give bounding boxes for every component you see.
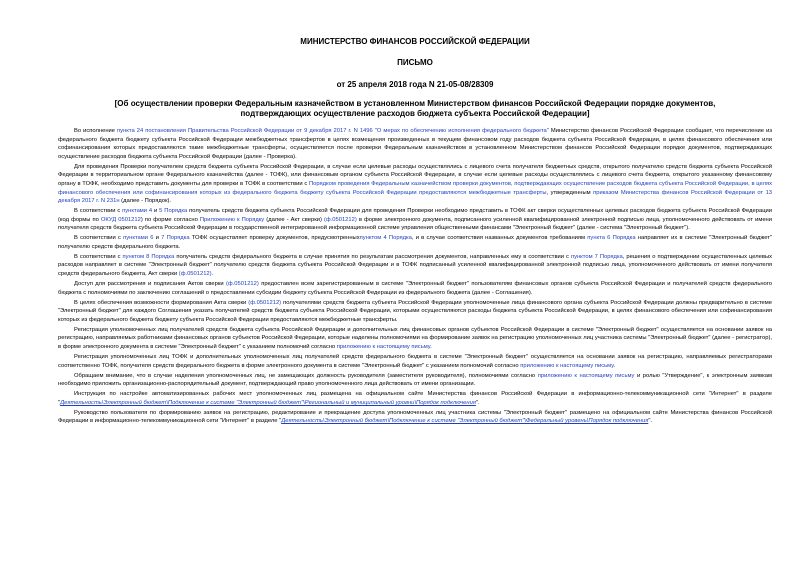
paragraph-text: Руководство пользователя по формированию заявок на регистрацию, редактирование и прекращение доступа уполномоченных лиц участника системы "Электронный бюджет" размещено на официальном сайте Министерства финансов Российской Федерации в информационно-телекоммуникационной сети "Интернет" в разделе " — [58, 409, 772, 425]
document-link[interactable]: пункта 6 Порядка — [587, 235, 636, 242]
paragraph-text: ". — [475, 399, 480, 406]
body-paragraph — [58, 390, 772, 407]
body-paragraph — [58, 409, 772, 426]
paragraph-text: Обращаем внимание, что в случае наделения уполномоченных лиц, не замещающих должность руководителя (заместителя руководителя), полномочиями согласно — [74, 372, 538, 379]
letter-body — [58, 127, 772, 426]
paragraph-text: Для проведения Проверки получателем средств бюджета субъекта Российской Федерации, в случае если целевые расходы осуществлялись с лицевого счета получателя бюджетных средств, открытого получателю средств бюджета субъекта Российской Федерации в территориальном органе Федерального казначейства (далее - ТОФК), или финансовым органом субъекта Российской Федерации, в случае если целевые расходы осуществлялись с лицевого счета бюджета, открытого указанному финансовому органу в ТОФК, необходимо представить документы для проверки в ТОФК в соответствии с — [58, 163, 772, 187]
paragraph-text: В соответствии с — [74, 235, 124, 242]
paragraph-text: Регистрация уполномоченных лиц ТОФК и дополнительных уполномоченных лиц получателей средств федерального бюджета в системе "Электронный бюджет" осуществляется на основании заявок на регистрацию, направляемых регистраторами соответственно ТОФК, получателя средств федерального бюджета в форме электронного документа в системе "Электронный бюджет" с указанием полномочий согласно — [58, 353, 772, 369]
document-link[interactable]: (ф.0501212) — [178, 271, 212, 278]
document-link[interactable]: приказом Министерства финансов Российской Федерации от 13 декабря 2017 г. N 231н — [58, 189, 773, 205]
paragraph-text: предоставлен всем зарегистрированным в системе "Электронный бюджет" пользователям финансовых органов субъекта Российской Федерации и получателей средств федерального бюджета с полномочиями по заключению соглашений о предоставлении субсидии бюджету субъекта Российской Федерации из федерального бюджета (далее - Соглашения). — [58, 281, 772, 296]
paragraph-text: Доступ для рассмотрения и подписания Актов сверки — [74, 281, 226, 288]
document-link[interactable]: пунктом 8 Порядка — [122, 253, 175, 260]
document-link[interactable]: (ф.0501212) — [225, 281, 259, 288]
paragraph-text: . — [613, 362, 616, 369]
document-link[interactable]: приложению к настоящему письму — [336, 343, 431, 350]
body-paragraph — [58, 127, 772, 161]
body-paragraph — [58, 372, 772, 389]
document-link[interactable]: 5 Порядка — [159, 208, 188, 215]
document-link[interactable]: (ф.0501212) — [323, 216, 357, 223]
document-link[interactable]: пунктами 4 — [122, 208, 153, 215]
paragraph-text: (далее - Порядок). — [119, 198, 172, 205]
body-paragraph — [58, 299, 772, 325]
paragraph-text: Регистрация уполномоченных лиц получателей средств бюджета субъекта Российской Федерации и дополнительных лиц финансовых органов субъектов Российской Федерации в системе "Электронный бюджет" осуществляется на основании заявок на регистрацию, направляемых работниками финансовых органов субъектов Российской Федерации, которые наделены полномочиями на формирование заявок на регистрацию уполномоченных лиц участника системы "Электронный бюджет" (далее - регистратор), в форме электронного документа в системе "Электронный бюджет" с указанием полномочий согласно — [58, 326, 772, 350]
paragraph-text: получатель средств бюджета субъекта Российской Федерации для проведения Проверки необходимо представить в ТОФК акт сверки осуществленных целевых расходов бюджета субъекта Российской Федерации (код формы по — [58, 208, 772, 223]
paragraph-text: получатель средств федерального бюджета в случае принятия по результатам рассмотрения документов, направленных ему в соответствии с — [174, 253, 571, 260]
body-paragraph — [58, 163, 772, 206]
body-paragraph — [58, 207, 772, 233]
document-link[interactable]: Порядком проведения Федеральным казначейством проверки документов, подтверждающих осуществление расходов бюджета субъекта Российской Федерации, в целях финансового обеспечения или софинансирования которых из федерального бюджета бюджету субъекта Российской Федерации предоставляются межбюджетные трансферты — [58, 180, 773, 196]
paragraph-text: . — [211, 271, 214, 278]
document-link[interactable]: ОКУД 0501212 — [100, 216, 141, 223]
letter-subject: [Об осуществлении проверки Федеральным казначейством в установленном Министерством финансов Российской Федерации порядке документов, подтверждающих осуществление расходов бюджета субъекта Российской Федерации] — [114, 99, 716, 118]
body-paragraph — [58, 253, 772, 279]
document-link[interactable]: пункта 24 постановления Правительства Российской Федерации от 9 декабря 2017 г. N 1496 "О мерах по обеспечению исполнения федерального бюджета" — [117, 128, 549, 134]
paragraph-text: , решения о подтверждении осуществленных целевых расходов направляет в системе "Электронный бюджет" получателю средств бюджета субъекта Российской Федерации и в ТОФК подписанный усиленной квалифицированной электронной подписью лица, уполномоченного действовать от имени получателя средств федерального бюджета, Акт сверки — [58, 253, 773, 278]
date-number-heading: от 25 апреля 2018 года N 21-05-08/28309 — [336, 80, 494, 89]
document-link[interactable]: пунктами 6 — [123, 235, 154, 242]
paragraph-text: ТОФК осуществляет проверку документов, предусмотренных — [189, 235, 360, 242]
paragraph-text: получателями средств бюджета субъекта Российской Федерации уполномоченные лица финансового органа субъекта Российской Федерации должны предварительно в системе "Электронный бюджет" для каждого Соглашения указать получателей средств бюджета субъекта Российской Федерации, которыми осуществляются расходы бюджета субъекта Российской Федерации, в целях финансового обеспечения или софинансирования которых из федерального бюджета бюджету субъекта Российской Федерации предоставляются межбюджетные трансферты. — [58, 299, 772, 323]
paragraph-text: В соответствии с — [74, 253, 123, 260]
document-type-heading: ПИСЬМО — [397, 58, 433, 67]
document-link[interactable]: Деятельность\Электронный бюджет\Подключение к системе "Электронный бюджет"\Федеральный уровень\Порядок подключения — [281, 418, 649, 425]
paragraph-text: В целях обеспечения возможности формирования Акта сверки — [74, 299, 249, 306]
paragraph-text: В соответствии с — [74, 208, 123, 215]
document-link[interactable]: приложению к настоящему письму — [537, 372, 635, 379]
paragraph-text: Министерство финансов Российской Федерации сообщает, что перечисление из федерального бюджета бюджету субъекта Российской Федерации межбюджетных трансфертов в целях возмещения произведенных в текущем финансовом году расходов бюджета субъекта Российской Федерации, в целях финансового обеспечения или софинансирования которых предоставляются такие межбюджетные трансферты, осуществляется после проверки Федеральным казначейством в установленном Министерством финансов Российской Федерации порядке документов, подтверждающих осуществление расходов бюджета субъекта Российской Федерации (далее - Проверка). — [58, 128, 772, 160]
document-link[interactable]: Приложению к Порядку — [199, 216, 265, 223]
body-paragraph — [58, 326, 772, 352]
body-paragraph — [58, 234, 772, 251]
document-link[interactable]: (ф.0501212) — [248, 299, 282, 306]
paragraph-text: , и в случае соответствия названных документов требованиям — [411, 235, 588, 242]
paragraph-text: в форме электронного документа, подписанного усиленной квалифицированной электронной подписью лица, уполномоченного действовать от имени получателя средств бюджета субъекта Российской Федерации в государственной интегрированной информационной системе управления общественными финансами "Электронный бюджет" (далее - система "Электронный бюджет"). — [58, 216, 772, 232]
document-link[interactable]: пунктом 4 Порядка — [359, 235, 412, 242]
paragraph-text: , утвержденным — [546, 189, 594, 196]
document-link[interactable]: 7 Порядка — [161, 235, 190, 242]
ministry-heading: МИНИСТЕРСТВО ФИНАНСОВ РОССИЙСКОЙ ФЕДЕРАЦИИ — [300, 37, 530, 46]
document-link[interactable]: приложению к настоящему письму — [520, 362, 614, 369]
paragraph-text: Инструкция по настройке автоматизированных рабочих мест уполномоченных лиц размещена на официальном сайте Министерства финансов Российской Федерации в информационно-телекоммуникационной сети "Интернет" в разделе " — [58, 391, 772, 406]
body-paragraph — [58, 353, 772, 370]
paragraph-text: ) по форме согласно — [140, 216, 200, 223]
paragraph-text: Во исполнение — [74, 128, 118, 134]
paragraph-text: ". — [648, 418, 652, 425]
document-page — [58, 0, 772, 426]
paragraph-text: и — [153, 235, 162, 242]
paragraph-text: и — [152, 208, 160, 215]
paragraph-text: . — [430, 343, 432, 350]
body-paragraph — [58, 280, 772, 297]
paragraph-text: (далее - Акт сверки) — [264, 216, 324, 223]
document-link[interactable]: Деятельность\Электронный бюджет\Подключение к системе "Электронный бюджет"\Региональный и муниципальный уровни\Порядок подключения — [60, 399, 476, 406]
paragraph-text: направляет их в системе "Электронный бюджет" получателю средств федерального бюджета. — [58, 235, 773, 250]
paragraph-text: и ролью "Утверждение", к электронным заявкам необходимо приложить организационно-распорядительный документ, подтверждающий право уполномоченного лица действовать от имени организации. — [58, 372, 772, 388]
document-link[interactable]: пунктом 7 Порядка — [570, 253, 623, 260]
